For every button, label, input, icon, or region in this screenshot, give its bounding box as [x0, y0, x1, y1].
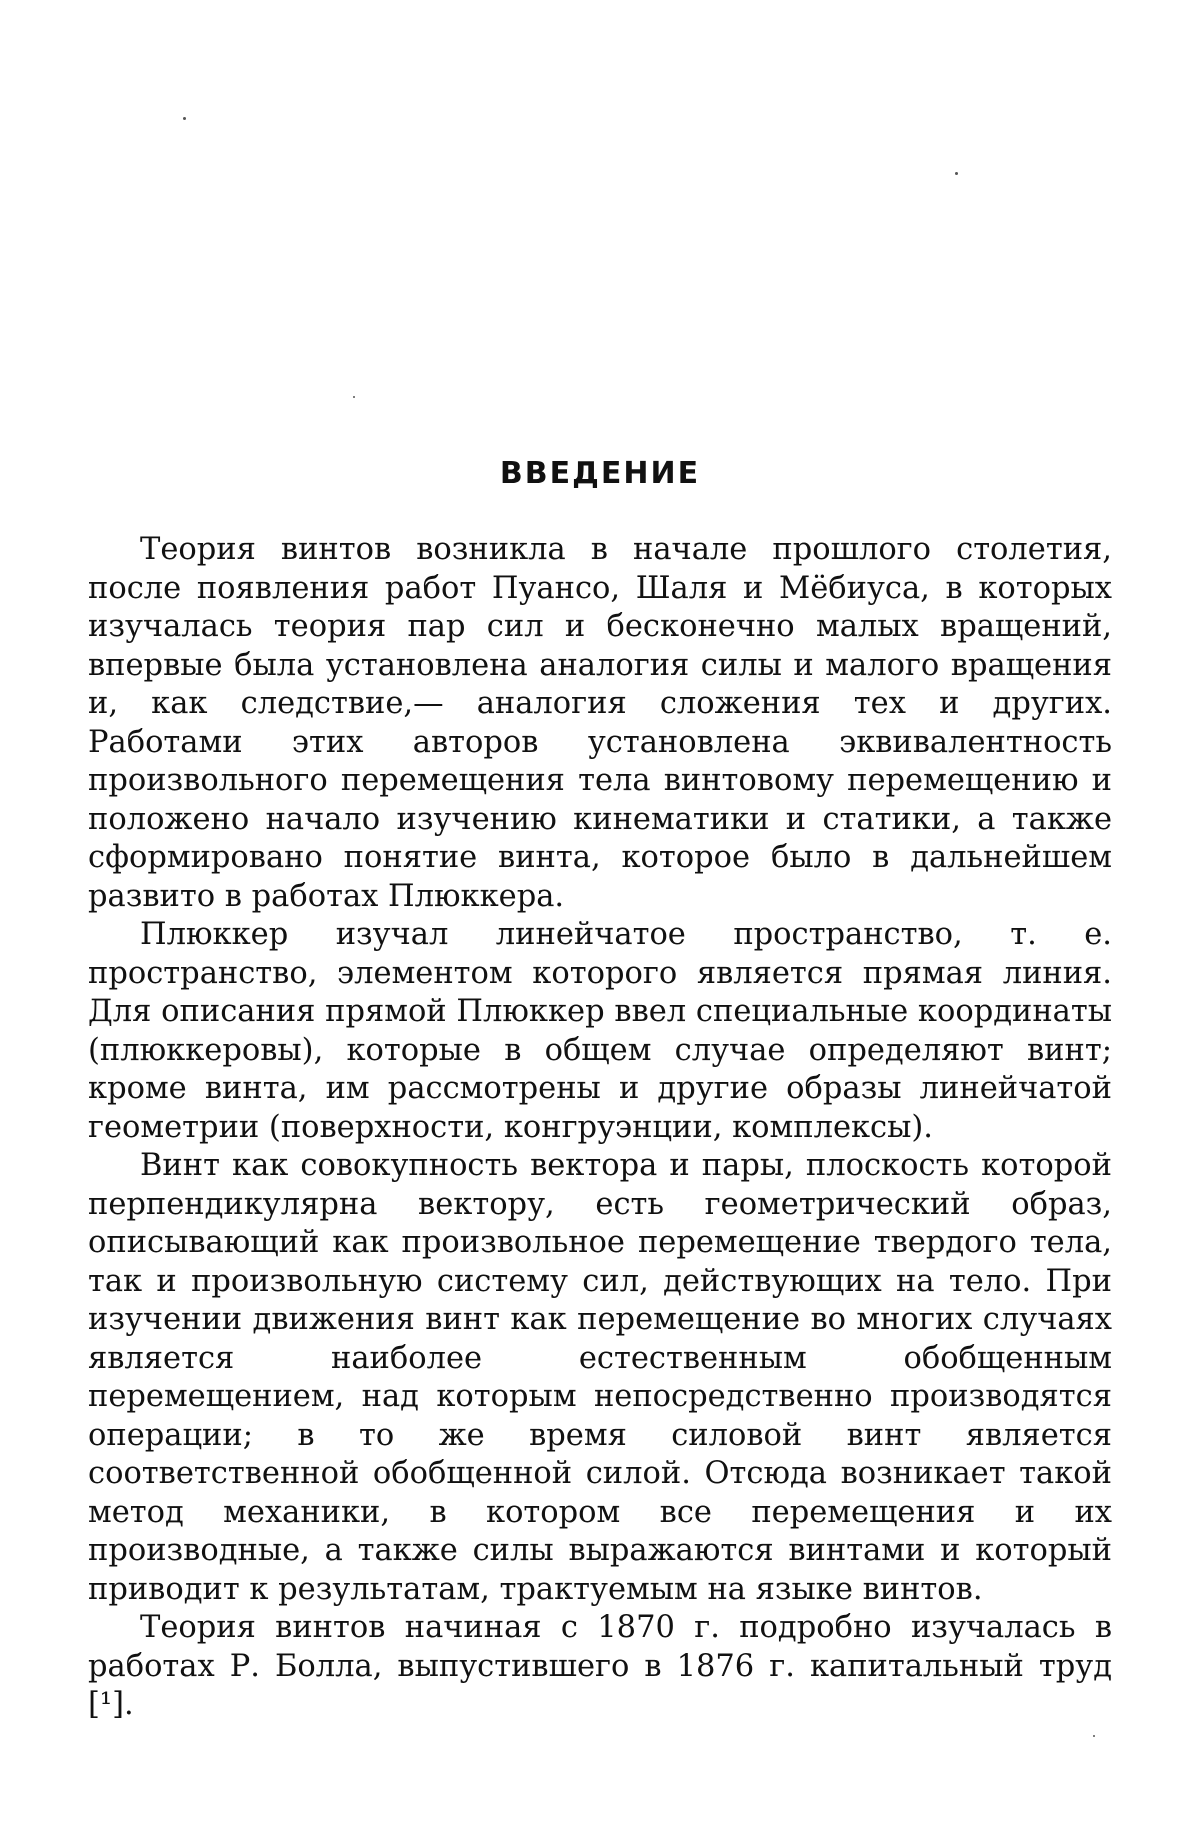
chapter-heading: ВВЕДЕНИЕ [499, 456, 701, 491]
paragraph-1: Теория винтов возникла в начале прошлого столетия, после появления работ Пуансо, Шаля и Мёбиуса, в которых изучалась теория пар сил и бесконечно малых вращений, впервые была установлена аналогия силы и малого вращения и, как следствие,— аналогия сложения тех и других. Работами этих авторов установлена эквивалентность произвольного перемещения тела винтовому перемещению и положено начало изучению кинематики и статики, а также сформировано понятие винта, которое было в дальнейшем развито в работах Плюккера. [88, 532, 1112, 914]
paragraph-4: Теория винтов начиная с 1870 г. подробно изучалась в работах Р. Болла, выпустившего в 1876 г. капитальный труд [¹]. [88, 1610, 1112, 1722]
paragraph-2: Плюккер изучал линейчатое пространство, т. е. пространство, элементом которого является прямая линия. Для описания прямой Плюккер ввел специальные координаты (плюккеровы), которые в общем случае определяют винт; кроме винта, им рассмотрены и другие образы линейчатой геометрии (поверхности, конгруэнции, комплексы). [88, 917, 1112, 1145]
speck-mark [353, 396, 355, 398]
paragraph-3: Винт как совокупность вектора и пары, плоскость которой перпендикулярна вектору, есть геометрический образ, описывающий как произвольное перемещение твердого тела, так и произвольную систему сил, действующих на тело. При изучении движения винт как перемещение во многих случаях является наиболее естественным обобщенным перемещением, над которым непосредственно производятся операции; в то же время силовой винт является соответственной обобщенной силой. Отсюда возникает такой метод механики, в котором все перемещения и их производные, а также силы выражаются винтами и который приводит к результатам, трактуемым на языке винтов. [88, 1148, 1112, 1607]
body-text [88, 531, 1112, 1725]
speck-mark [1093, 1735, 1095, 1737]
speck-mark [183, 117, 186, 120]
speck-mark [955, 172, 958, 175]
